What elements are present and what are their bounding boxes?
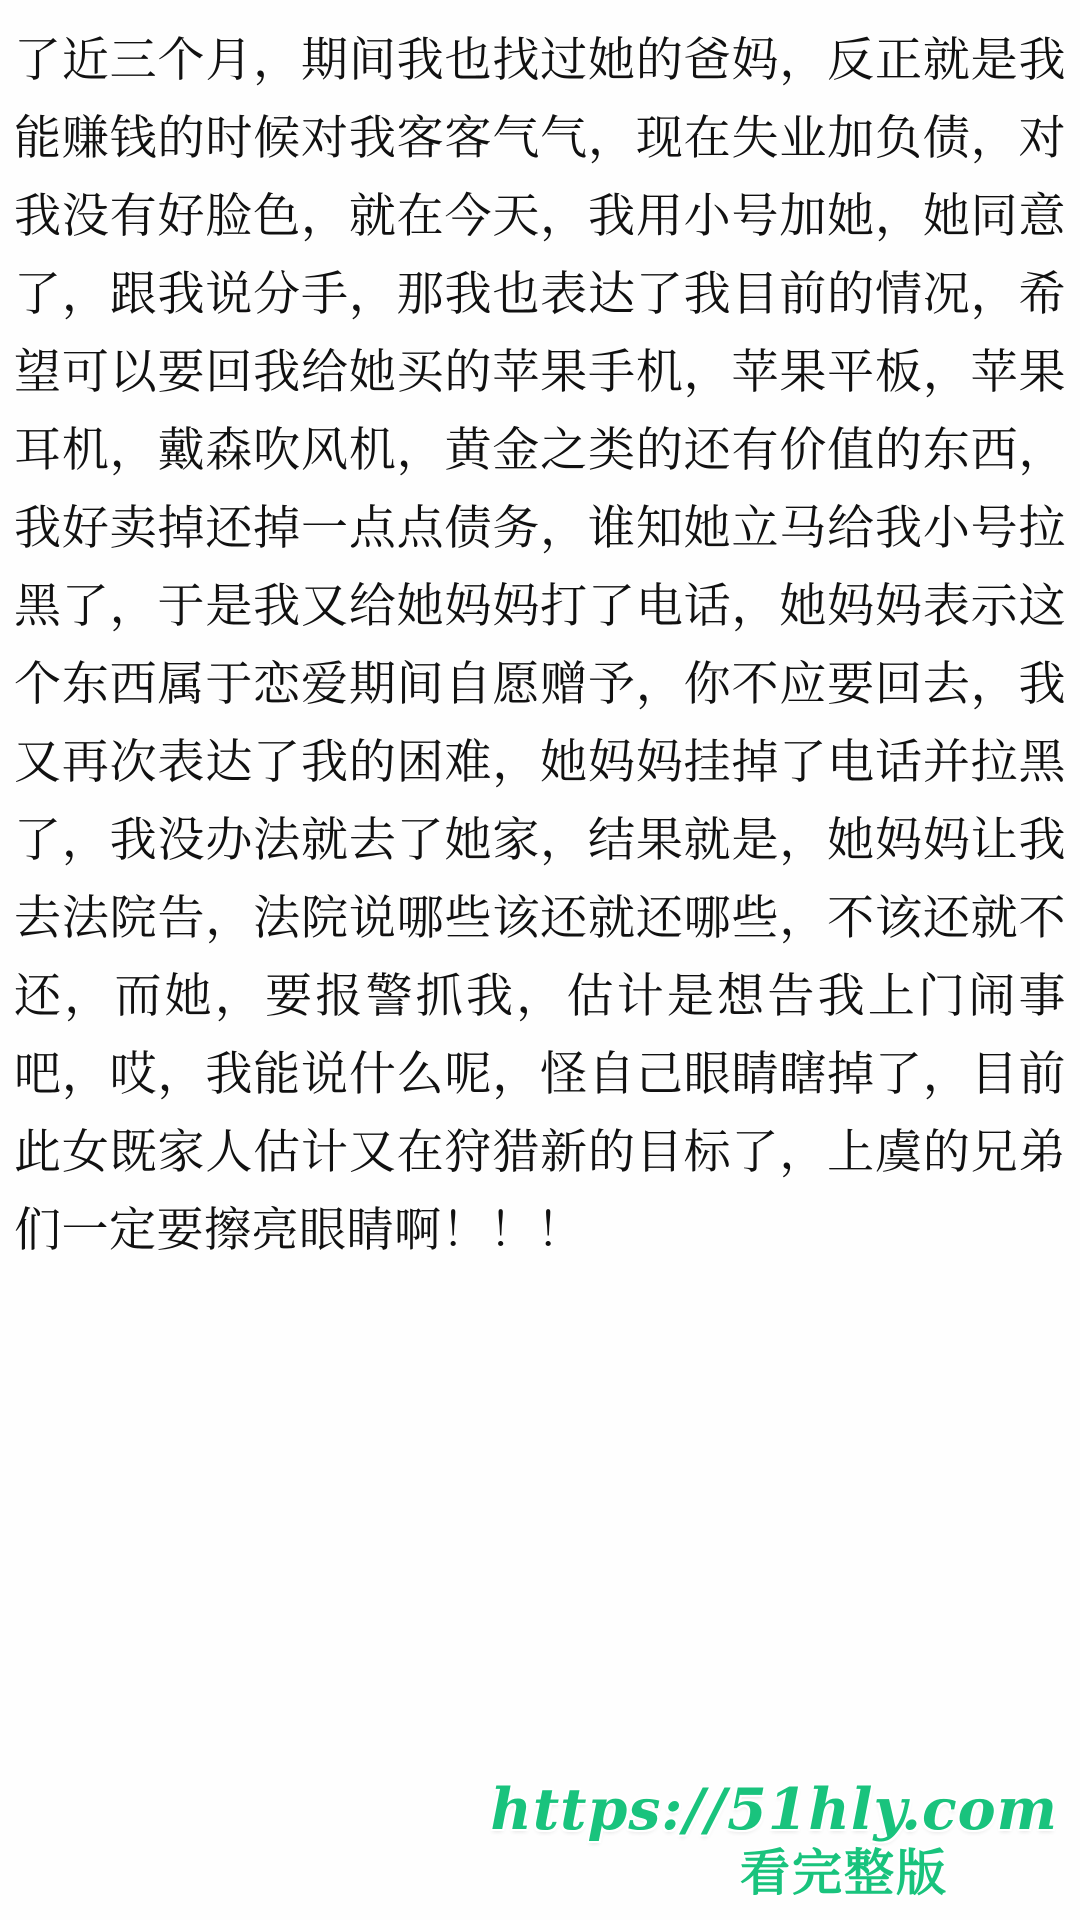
article-paragraph: 了近三个月，期间我也找过她的爸妈，反正就是我能赚钱的时候对我客客气气，现在失业加负债，对我没有好脸色，就在今天，我用小号加她，她同意了，跟我说分手，那我也表达了我目前的情况，希望可以要回我给她买的苹果手机，苹果平板，苹果耳机，戴森吹风机，黄金之类的还有价值的东西，我好卖掉还掉一点点债务，谁知她立马给我小号拉黑了，于是我又给她妈妈打了电话，她妈妈表示这个东西属于恋爱期间自愿赠予，你不应要回去，我又再次表达了我的困难，她妈妈挂掉了电话并拉黑了，我没办法就去了她家，结果就是，她妈妈让我去法院告，法院说哪些该还就还哪些，不该还就不还，而她，要报警抓我，估计是想告我上门闹事吧，哎，我能说什么呢，怪自己眼睛瞎掉了，目前此女既家人估计又在狩猎新的目标了，上虞的兄弟们一定要擦亮眼睛啊！！！ xyxy=(14,33,1066,1258)
watermark xyxy=(0,1778,1080,1902)
watermark-url-text: https://51hly.com xyxy=(490,1776,1058,1843)
watermark-subtitle-text: 看完整版 xyxy=(740,1844,948,1902)
article-body xyxy=(14,22,1066,1270)
